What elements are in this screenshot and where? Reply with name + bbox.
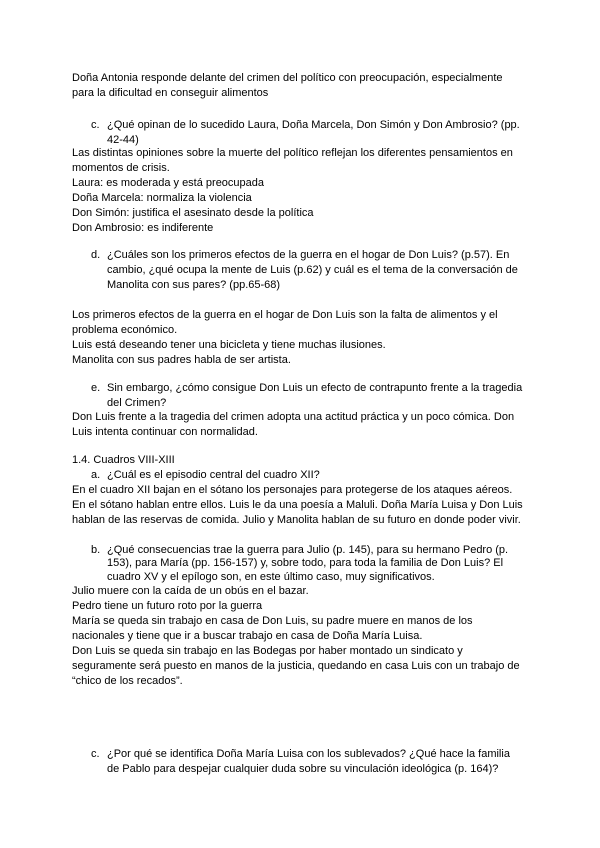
paragraph-line: Laura: es moderada y está preocupada [72, 177, 265, 189]
paragraph-line: para la dificultad en conseguir alimentos [72, 87, 269, 99]
question-text: ¿Qué opinan de lo sucedido Laura, Doña Marcela, Don Simón y Don Ambrosio? (pp. [107, 119, 520, 131]
question-text: 153), para María (pp. 156-157) y, sobre todo, para toda la familia de Don Luis? El [107, 557, 504, 569]
paragraph-line: Pedro tiene un futuro roto por la guerra [72, 600, 263, 612]
paragraph-line: Don Simón: justifica el asesinato desde la política [72, 207, 314, 219]
list-marker: c. [91, 748, 100, 760]
question-d [91, 248, 509, 263]
paragraph-line: Doña Marcela: normaliza la violencia [72, 192, 252, 204]
question-text: 42-44) [107, 134, 139, 146]
question-text: de Pablo para despejar cualquier duda sobre su vinculación ideológica (p. 164)? [107, 763, 499, 775]
paragraph-line: Don Luis frente a la tragedia del crimen adopta una actitud práctica y un poco cómica. Don [72, 411, 515, 423]
paragraph-line: Los primeros efectos de la guerra en el hogar de Don Luis son la falta de alimentos y el [72, 309, 498, 321]
paragraph-line: Don Ambrosio: es indiferente [72, 222, 214, 234]
question-text: del Crimen? [107, 397, 167, 409]
question-e [91, 381, 522, 396]
paragraph-line: Don Luis se queda sin trabajo en las Bodegas por haber montado un sindicato y [72, 645, 463, 657]
paragraph-line: Manolita con sus padres habla de ser artista. [72, 354, 291, 366]
list-marker: b. [91, 544, 101, 556]
paragraph-line: Luis intenta continuar con normalidad. [72, 426, 258, 438]
list-marker: e. [91, 382, 101, 394]
paragraph-line: nacionales y tiene que ir a buscar trabajo en casa de Doña María Luisa. [72, 630, 423, 642]
paragraph-line: Doña Antonia responde delante del crimen del político con preocupación, especialmente [72, 72, 503, 84]
paragraph-line: momentos de crisis. [72, 162, 170, 174]
question-text: ¿Qué consecuencias trae la guerra para Julio (p. 145), para su hermano Pedro (p. [107, 544, 509, 556]
paragraph-line: hablan de las reservas de comida. Julio y Manolita hablan de su futuro en donde poder vivir. [72, 514, 521, 526]
paragraph-line: Julio muere con la caída de un obús en el bazar. [72, 585, 309, 597]
question-text: Sin embargo, ¿cómo consigue Don Luis un efecto de contrapunto frente a la tragedia [107, 382, 523, 394]
question-text: cuadro XV y el epílogo son, en este último caso, muy significativos. [107, 571, 435, 583]
paragraph-line: seguramente será puesto en manos de la justicia, quedando en casa Luis con un trabajo de [72, 660, 520, 672]
question-text: ¿Por qué se identifica Doña María Luisa con los sublevados? ¿Qué hace la familia [107, 748, 510, 760]
question-c [91, 118, 520, 133]
paragraph-line: problema económico. [72, 324, 178, 336]
question-text: cambio, ¿qué ocupa la mente de Luis (p.62) y cuál es el tema de la conversación de [107, 264, 518, 276]
question-c-2 [91, 747, 510, 762]
paragraph-line: “chico de los recados”. [72, 675, 183, 687]
question-text: ¿Cuál es el episodio central del cuadro XII? [107, 469, 320, 481]
question-a [91, 468, 320, 483]
paragraph-line: Las distintas opiniones sobre la muerte del político reflejan los diferentes pensamientos en [72, 147, 513, 159]
paragraph-line: Luis está deseando tener una bicicleta y tiene muchas ilusiones. [72, 339, 386, 351]
paragraph-line: En el sótano hablan entre ellos. Luis le da una poesía a Maluli. Doña María Luisa y Don Luis [72, 499, 523, 511]
question-text: ¿Cuáles son los primeros efectos de la guerra en el hogar de Don Luis? (p.57). En [107, 249, 510, 261]
list-marker: d. [91, 249, 101, 261]
section-heading: 1.4. Cuadros VIII-XIII [72, 454, 175, 466]
list-marker: a. [91, 469, 101, 481]
paragraph-line: María se queda sin trabajo en casa de Don Luis, su padre muere en manos de los [72, 615, 473, 627]
list-marker: c. [91, 119, 100, 131]
question-text: Manolita con sus pares? (pp.65-68) [107, 279, 281, 291]
paragraph-line: En el cuadro XII bajan en el sótano los personajes para protegerse de los ataques aéreos. [72, 484, 513, 496]
